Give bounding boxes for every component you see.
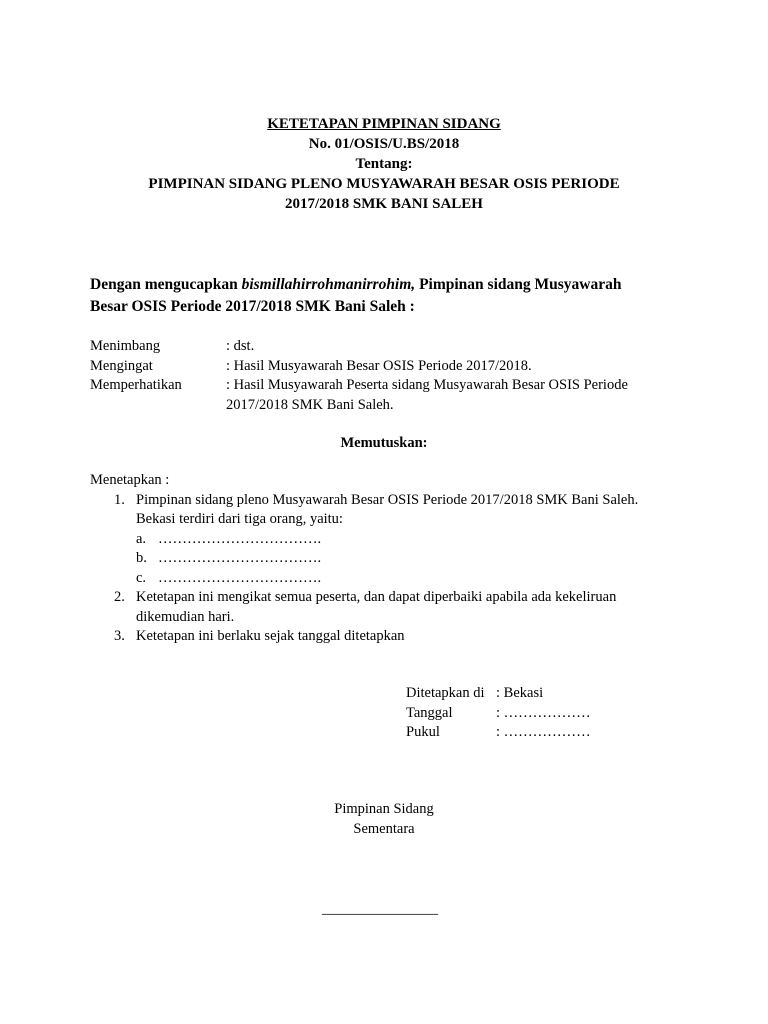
- intro-prefix: Dengan mengucapkan: [90, 276, 242, 293]
- consideration-value-line-1: : Hasil Musyawarah Peserta sidang Musyawarah Besar OSIS Periode: [226, 377, 628, 393]
- signature-line: ________________: [322, 901, 438, 917]
- decision-item-3: [90, 627, 690, 647]
- item-text-line-1: Pimpinan sidang pleno Musyawarah Besar OSIS Periode 2017/2018 SMK Bani Saleh.: [136, 491, 639, 508]
- subject-line-2: 2017/2018 SMK BANI SALEH: [285, 196, 483, 212]
- document-header: [90, 114, 678, 214]
- tentang-label: Tentang:: [355, 156, 413, 172]
- item-text-line-2: Bekasi terdiri dari tiga orang, yaitu:: [136, 511, 343, 527]
- consideration-key: Menimbang: [90, 338, 161, 354]
- sign-info-key: Ditetapkan di: [406, 685, 485, 701]
- sub-item-text: …………………………….: [158, 569, 322, 586]
- menetapkan-label: Menetapkan :: [90, 472, 170, 488]
- subject-line-1: PIMPINAN SIDANG PLENO MUSYAWARAH BESAR OSIS PERIODE: [148, 176, 620, 192]
- sign-info-row: [406, 723, 591, 743]
- intro-paragraph: [90, 274, 690, 318]
- document-number: No. 01/OSIS/U.BS/2018: [308, 136, 460, 152]
- signatory-block: [304, 800, 464, 839]
- sub-item-text: …………………………….: [158, 550, 322, 566]
- intro-rest: Pimpinan sidang Musyawarah: [415, 276, 622, 293]
- consideration-key: Memperhatikan: [90, 377, 182, 393]
- signatory-subtitle: Sementara: [353, 820, 415, 837]
- sign-info-key: Pukul: [406, 724, 440, 740]
- sign-info: [406, 684, 591, 743]
- sign-info-value: : Bekasi: [496, 685, 544, 701]
- considerations: [90, 337, 690, 415]
- sign-info-row: [406, 704, 591, 724]
- sub-item-c: [90, 569, 690, 589]
- sign-info-value: : ………………: [496, 724, 591, 740]
- consideration-value: : dst.: [226, 338, 255, 354]
- item-text-line-2: dikemudian hari.: [136, 608, 235, 625]
- consideration-row: [90, 376, 690, 415]
- consideration-value: : Hasil Musyawarah Besar OSIS Periode 2017/2018.: [226, 357, 532, 374]
- sign-info-row: [406, 684, 591, 704]
- signatory-title: Pimpinan Sidang: [334, 801, 434, 817]
- item-number: 3.: [114, 628, 125, 644]
- intro-line-2: Besar OSIS Periode 2017/2018 SMK Bani Saleh :: [90, 298, 415, 315]
- consideration-value-line-2: 2017/2018 SMK Bani Saleh.: [226, 396, 394, 413]
- sub-item-letter: b.: [136, 550, 147, 566]
- sub-item-text: …………………………….: [158, 530, 322, 547]
- item-number: 2.: [114, 589, 125, 605]
- menetapkan-section: [90, 471, 690, 647]
- intro-italic: bismillahirrohmanirrohim,: [241, 276, 416, 293]
- consideration-value: [226, 376, 690, 415]
- sub-item-letter: c.: [136, 569, 147, 586]
- sub-item-letter: a.: [136, 530, 147, 547]
- document-title: KETETAPAN PIMPINAN SIDANG: [267, 116, 501, 132]
- sign-info-key: Tanggal: [406, 704, 453, 721]
- decision-item-1: [90, 491, 690, 530]
- item-number: 1.: [114, 491, 125, 508]
- consideration-row: [90, 357, 690, 377]
- sub-item-b: [90, 549, 690, 569]
- sub-item-a: [90, 530, 690, 550]
- decision-item-2: [90, 588, 690, 627]
- item-text-line-1: Ketetapan ini berlaku sejak tanggal ditetapkan: [136, 628, 405, 644]
- consideration-key: Mengingat: [90, 357, 153, 374]
- consideration-row: [90, 337, 690, 357]
- memutuskan-heading: Memutuskan:: [340, 435, 428, 451]
- sign-info-value: : ………………: [496, 704, 591, 721]
- item-text-line-1: Ketetapan ini mengikat semua peserta, dan dapat diperbaiki apabila ada kekeliruan: [136, 589, 617, 605]
